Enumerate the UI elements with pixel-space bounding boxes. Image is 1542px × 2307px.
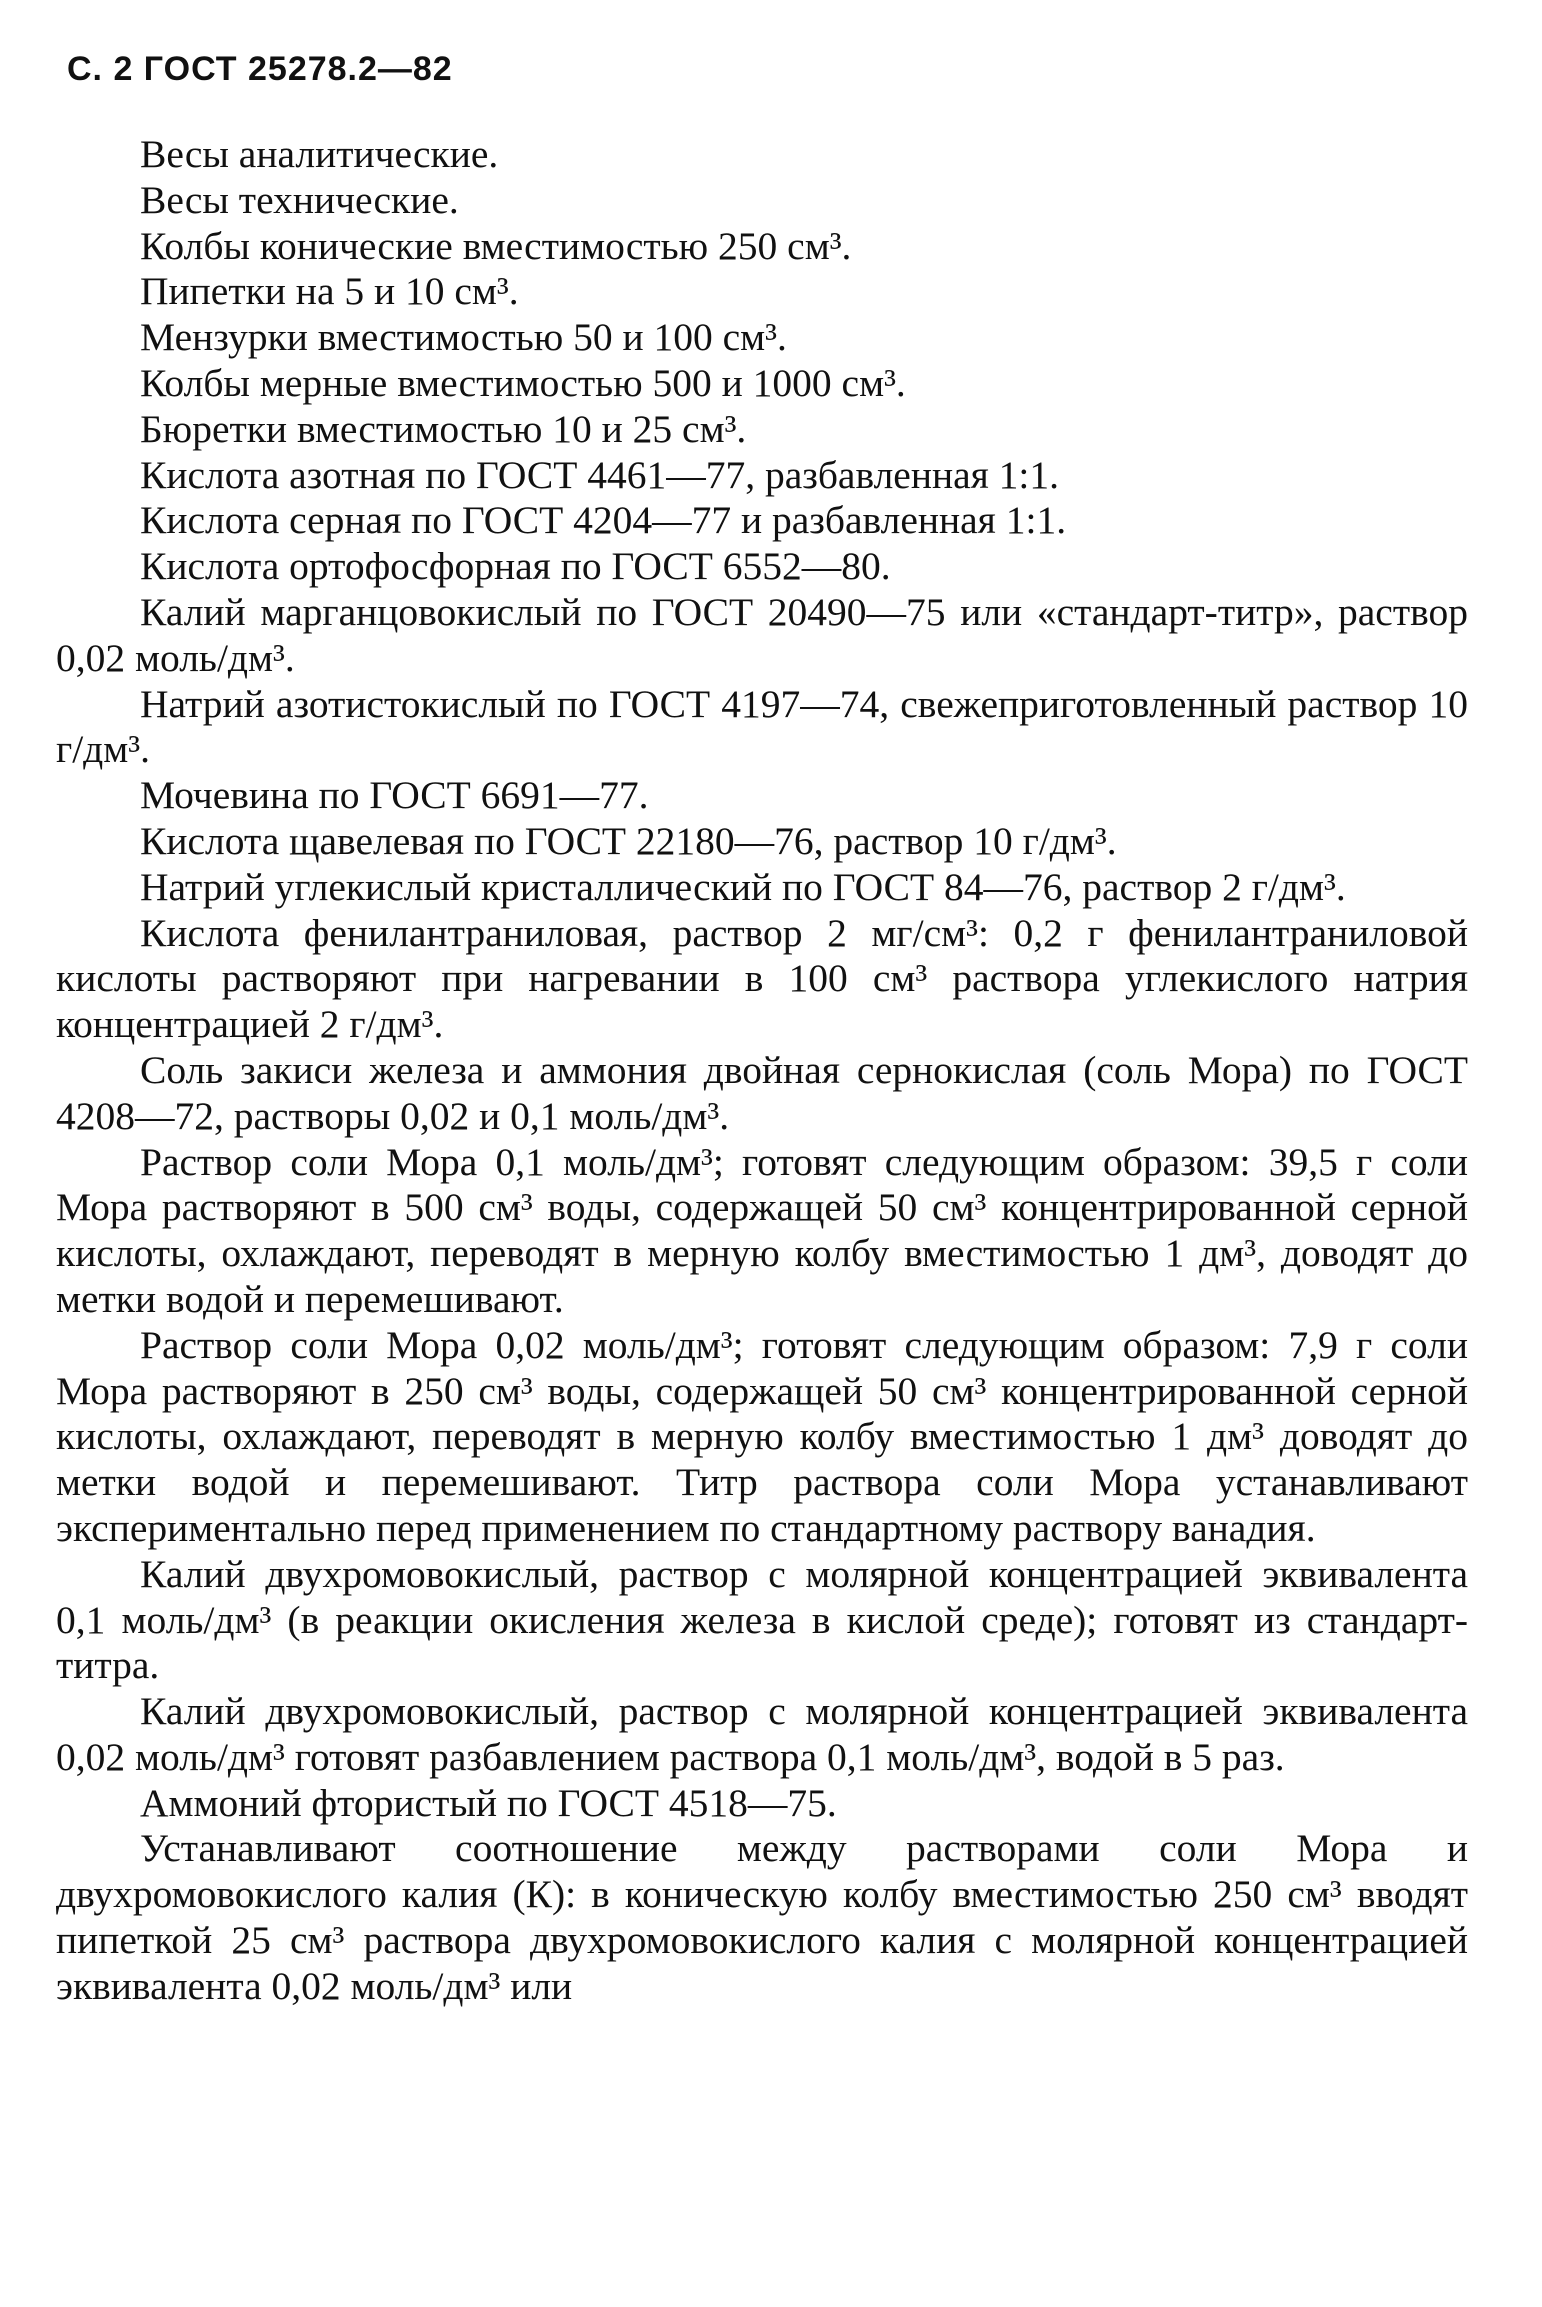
paragraph-mohr-salt: Соль закиси железа и аммония двойная сернокислая (соль Мора) по ГОСТ 4208—72, растворы 0,02 и 0,1 моль/дм³.	[56, 1047, 1468, 1138]
paragraph-ammonium-fluoride: Аммоний фтористый по ГОСТ 4518—75.	[140, 1780, 837, 1825]
paragraph-dichromate-0-02: Калий двухромовокислый, раствор с молярной концентрацией эквивалента 0,02 моль/дм³ готовят разбавлением раствора 0,1 моль/дм³, водой в 5 раз.	[56, 1689, 1468, 1779]
paragraph-ratio-determination: Устанавливают соотношение между растворами соли Мора и двухромовокислого калия (К): в коническую колбу вместимостью 250 см³ вводят пипеткой 25 см³ раствора двухромовокислого калия с молярной концентрацией эквивалента 0,02 моль/дм³ или	[56, 1826, 1468, 2008]
paragraph-mohr-solution-0-1: Раствор соли Мора 0,1 моль/дм³; готовят следующим образом: 39,5 г соли Мора растворяют в 500 см³ воды, содержащей 50 см³ концентрированной серной кислоты, охлаждают, переводят в мерную колбу вместимостью 1 дм³, доводят до метки водой и перемешивают.	[56, 1139, 1468, 1321]
paragraph-conical-flasks: Колбы конические вместимостью 250 см³.	[140, 223, 852, 268]
paragraph-potassium-permanganate: Калий марганцовокислый по ГОСТ 20490—75 или «стандарт-титр», раствор 0,02 моль/дм³.	[56, 589, 1468, 680]
paragraph-balance-technical: Весы технические.	[140, 177, 459, 222]
paragraph-urea: Мочевина по ГОСТ 6691—77.	[140, 773, 649, 818]
paragraph-oxalic-acid: Кислота щавелевая по ГОСТ 22180—76, раствор 10 г/дм³.	[140, 818, 1117, 863]
paragraph-dichromate-0-1: Калий двухромовокислый, раствор с молярной концентрацией эквивалента 0,1 моль/дм³ (в реакции окисления железа в кислой среде); готовят из стандарт-титра.	[56, 1551, 1468, 1688]
paragraph-pipettes: Пипетки на 5 и 10 см³.	[140, 269, 519, 314]
paragraph-volumetric-flasks: Колбы мерные вместимостью 500 и 1000 см³.	[140, 360, 906, 405]
page-header: С. 2 ГОСТ 25278.2—82	[67, 50, 453, 88]
paragraph-nitric-acid: Кислота азотная по ГОСТ 4461—77, разбавленная 1:1.	[140, 452, 1060, 497]
paragraph-sodium-carbonate: Натрий углекислый кристаллический по ГОСТ 84—76, раствор 2 г/дм³.	[140, 864, 1346, 909]
paragraph-phosphoric-acid: Кислота ортофосфорная по ГОСТ 6552—80.	[140, 544, 891, 589]
paragraph-balance-analytical: Весы аналитические.	[140, 132, 499, 176]
paragraph-sodium-nitrite: Натрий азотистокислый по ГОСТ 4197—74, свежеприготовленный раствор 10 г/дм³.	[56, 681, 1468, 772]
paragraph-phenylanthranilic-acid: Кислота фенилантраниловая, раствор 2 мг/см³: 0,2 г фенилантраниловой кислоты растворяют при нагревании в 100 см³ раствора углекислого натрия концентрацией 2 г/дм³.	[56, 910, 1468, 1047]
paragraph-mohr-solution-0-02: Раствор соли Мора 0,02 моль/дм³; готовят следующим образом: 7,9 г соли Мора растворяют в 250 см³ воды, содержащей 50 см³ концентрированной серной кислоты, охлаждают, переводят в мерную колбу вместимостью 1 дм³ доводят до метки водой и перемешивают. Титр раствора соли Мора устанавливают экспериментально перед применением по стандартному раствору ванадия.	[56, 1322, 1468, 1550]
paragraph-burettes: Бюретки вместимостью 10 и 25 см³.	[140, 406, 747, 451]
document-body	[56, 132, 1468, 2010]
paragraph-measuring-cylinders: Мензурки вместимостью 50 и 100 см³.	[140, 315, 787, 360]
paragraph-sulfuric-acid: Кислота серная по ГОСТ 4204—77 и разбавленная 1:1.	[140, 498, 1067, 543]
